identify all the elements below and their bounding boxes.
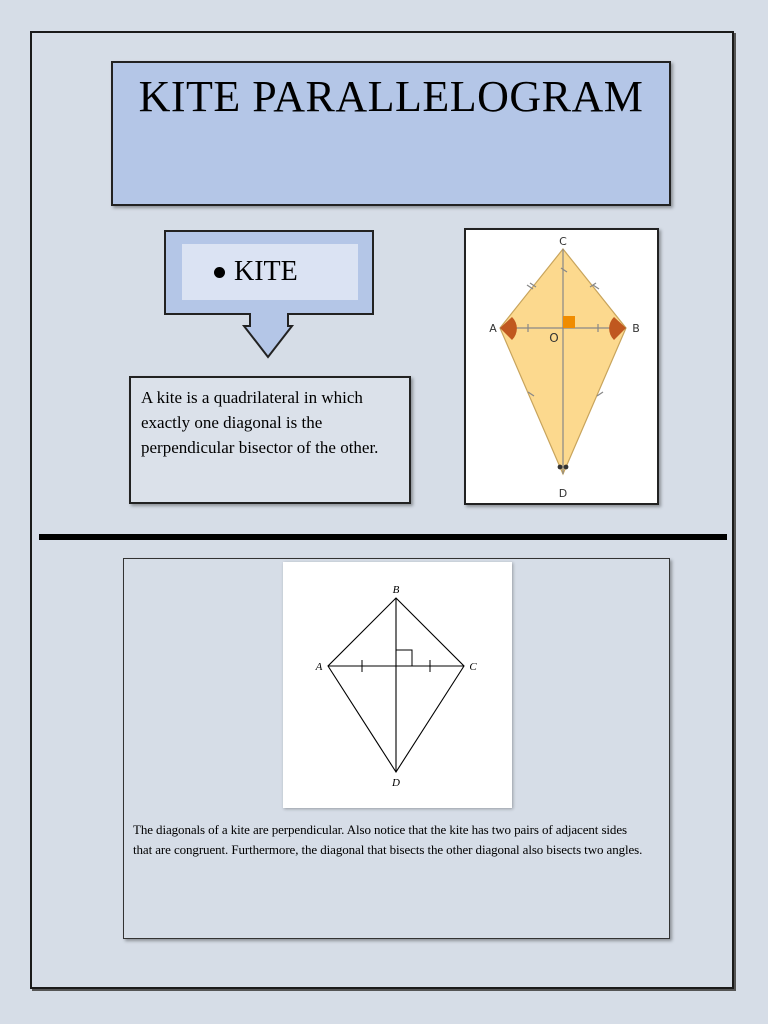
label-b: B	[632, 322, 640, 335]
label-o: O	[549, 331, 559, 345]
kite-figure-lines	[283, 562, 512, 808]
bullet-icon	[214, 267, 225, 278]
kite-colored-diagram	[466, 230, 657, 503]
callout-label: KITE	[182, 244, 358, 300]
label-d: D	[558, 487, 568, 500]
label-c2: C	[469, 661, 477, 673]
label-a2: A	[315, 661, 323, 673]
section-divider	[39, 534, 727, 540]
label-d2: D	[392, 777, 400, 789]
label-a: A	[489, 322, 497, 335]
definition-box	[129, 376, 411, 504]
title-box	[111, 61, 671, 206]
page-title: KITE PARALLELOGRAM	[138, 72, 644, 121]
caption-text: The diagonals of a kite are perpendicular. Also notice that the kite has two pairs of adjacent sides that are congruent. Furthermore, the diagonal that bisects the other diagonal also bisects two angles.	[133, 822, 643, 857]
kite-figure-colored	[464, 228, 659, 505]
definition-text: A kite is a quadrilateral in which exactly one diagonal is the perpendicular bisector of the other.	[141, 388, 379, 457]
right-angle-icon	[563, 316, 575, 328]
kite-line-diagram	[283, 562, 512, 808]
label-c: C	[559, 235, 567, 248]
label-b2: B	[392, 584, 400, 596]
